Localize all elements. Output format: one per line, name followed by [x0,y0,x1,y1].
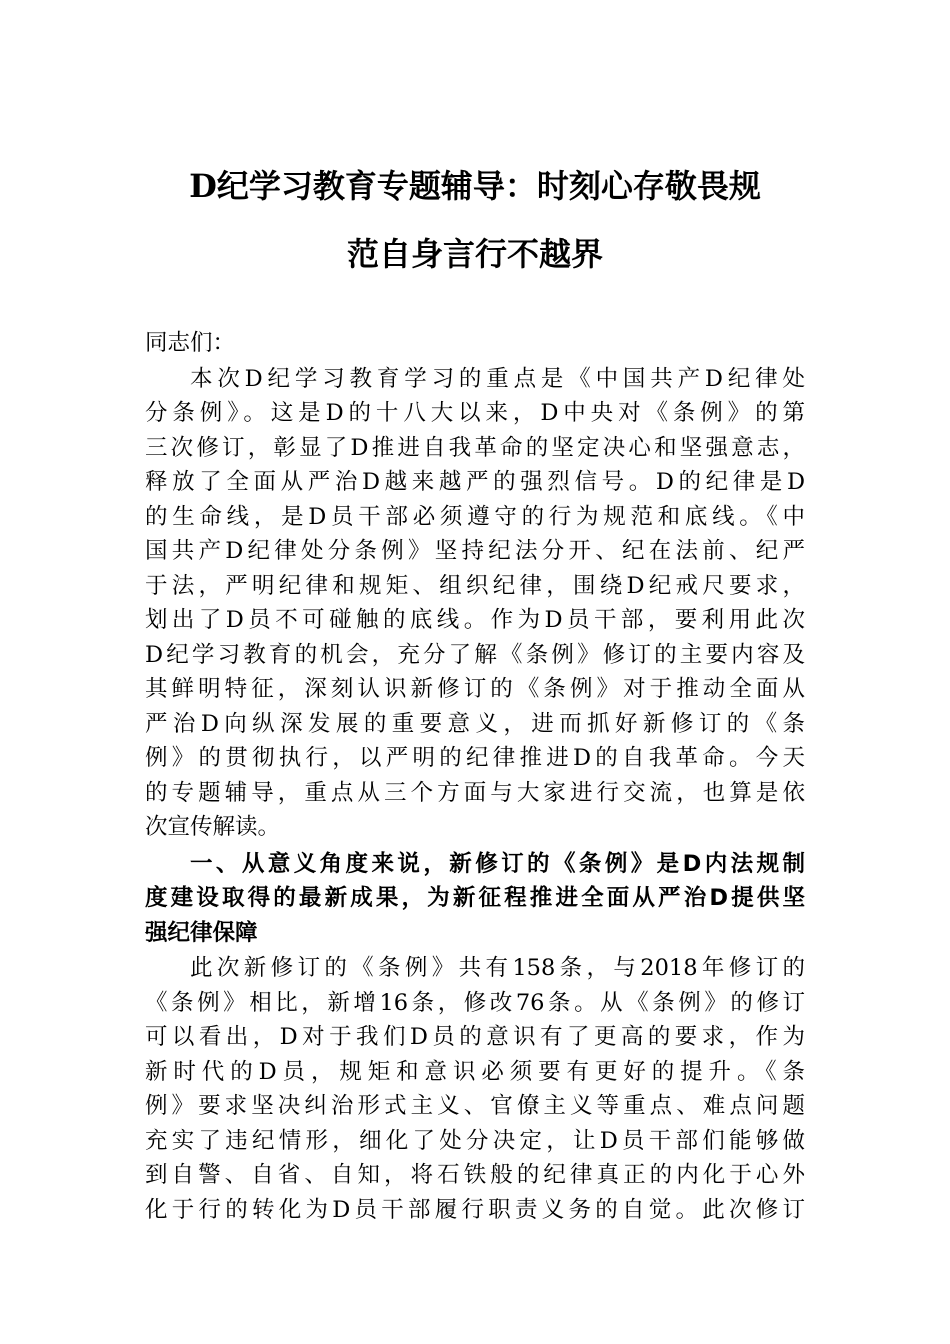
paragraph-line: 于法，严明纪律和规矩、组织纪律，围绕D纪戒尺要求， [145,573,805,599]
paragraph-line: 的生命线，是D员干部必须遵守的行为规范和底线。《中 [145,504,805,530]
paragraph-line: 严治D向纵深发展的重要意义，进而抓好新修订的《条 [145,711,805,737]
paragraph-line: 化于行的转化为D员干部履行职责义务的自觉。此次修订 [145,1197,805,1223]
salutation: 同志们： [145,330,236,356]
paragraph-line: 次宣传解读。 [145,814,281,840]
document-title-line-2: 范自身言行不越界 [346,235,603,273]
paragraph-line: 本次D纪学习教育学习的重点是《中国共产D纪律处 [190,366,805,392]
heading-line: 度建设取得的最新成果，为新征程推进全面从严治D提供坚 [145,885,805,911]
paragraph-line: 到自警、自省、自知，将石铁般的纪律真正的内化于心外 [145,1162,805,1188]
paragraph-line: D纪学习教育的机会，充分了解《条例》修订的主要内容及 [145,642,805,668]
paragraph-line: 例》要求坚决纠治形式主义、官僚主义等重点、难点问题 [145,1093,805,1119]
paragraph-line: 例》的贯彻执行，以严明的纪律推进D的自我革命。今天 [145,745,805,771]
paragraph-line: 三次修订，彰显了D推进自我革命的坚定决心和坚强意志， [145,435,805,461]
paragraph-line: 分条例》。这是D的十八大以来，D中央对《条例》的第 [145,400,805,426]
heading-line: 强纪律保障 [145,920,258,946]
paragraph-line: 的专题辅导，重点从三个方面与大家进行交流，也算是依 [145,780,805,806]
paragraph-line: 可以看出，D对于我们D员的意识有了更高的要求，作为 [145,1024,805,1050]
document-title-line-1: D纪学习教育专题辅导：时刻心存敬畏规 [189,167,761,205]
paragraph-line: 充实了违纪情形，细化了处分决定，让D员干部们能够做 [145,1128,805,1154]
paragraph-line: 此次新修订的《条例》共有158条，与2018年修订的 [190,955,805,981]
heading-line: 一、从意义角度来说，新修订的《条例》是D内法规制 [190,851,805,877]
paragraph-line: 其鲜明特征，深刻认识新修订的《条例》对于推动全面从 [145,676,805,702]
paragraph-line: 释放了全面从严治D越来越严的强烈信号。D的纪律是D [145,469,805,495]
paragraph-line: 《条例》相比，新增16条，修改76条。从《条例》的修订 [145,990,805,1016]
paragraph-line: 划出了D员不可碰触的底线。作为D员干部，要利用此次 [145,607,805,633]
paragraph-line: 新时代的D员，规矩和意识必须要有更好的提升。《条 [145,1059,805,1085]
paragraph-line: 国共产D纪律处分条例》坚持纪法分开、纪在法前、纪严 [145,538,805,564]
